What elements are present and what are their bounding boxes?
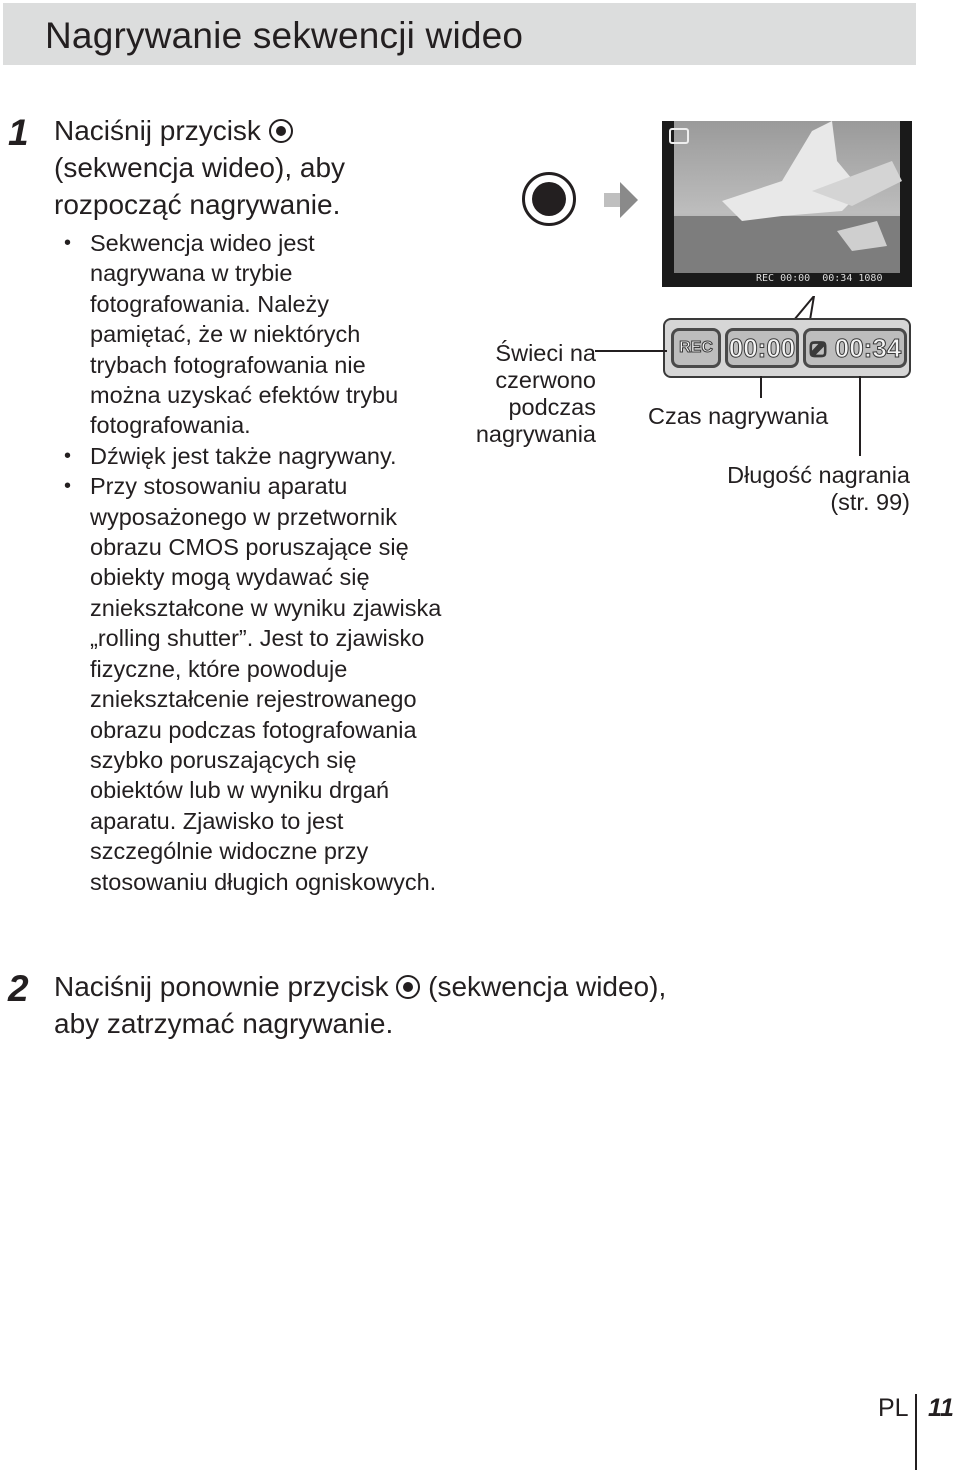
step-1-line-3: rozpocząć nagrywanie.	[54, 189, 341, 220]
language-label: PL	[878, 1394, 909, 1422]
movie-button-icon	[269, 119, 293, 143]
step-2-number: 2	[8, 968, 29, 1009]
bubble-pointer-icon	[790, 296, 820, 320]
note-item: • Przy stosowaniu aparatu wyposażonego w przetwornik obrazu CMOS poruszające się obiekty mogą wydawać się zniekształcone w wyniku zjawiska „rolling shutter”. Jest to zjawisko fizyczne, które powoduje zniekształcenie rejestrowanego obrazu podczas fotografowania szybko poruszających się obiektów lub w wyniku drgań aparatu. Zjawisko to jest szczególnie widoczne przy stosowaniu długich ogniskowych.	[62, 471, 446, 897]
footer-divider	[915, 1394, 917, 1470]
note-item: • Dźwięk jest także nagrywany.	[62, 441, 430, 471]
elapsed-time: 00:00	[725, 328, 799, 368]
step-1-number: 1	[8, 112, 29, 153]
preview-osd-text: REC 00:00 00:34 1080	[756, 273, 883, 284]
leader-line	[859, 376, 861, 456]
step-1-text	[54, 112, 474, 223]
title-bar	[3, 3, 916, 65]
step-2-line-1-end: (sekwencja wideo),	[428, 971, 667, 1002]
page-title: Nagrywanie sekwencji wideo	[45, 15, 524, 56]
step-2-text	[54, 968, 814, 1042]
rec-indicator: REC	[671, 328, 721, 368]
leader-line	[760, 376, 762, 398]
step-1-line-2: (sekwencja wideo), aby	[54, 152, 346, 183]
camera-preview-screen	[662, 121, 912, 287]
step-1-notes	[62, 228, 462, 897]
movie-button-icon	[522, 172, 576, 226]
callout-rec-indicator: Świeci na czerwono podczas nagrywania	[475, 340, 596, 447]
arrow-right-icon	[604, 180, 638, 220]
seagull-photo-icon	[662, 121, 912, 287]
page-number: 11	[928, 1394, 954, 1422]
leader-line	[595, 350, 667, 352]
note-item: • Sekwencja wideo jest nagrywana w trybie fotografowania. Należy pamiętać, że w niektórych trybach fotografowania nie można uzyskać efektów trybu fotografowania.	[62, 228, 430, 441]
callout-recording-time: Czas nagrywania	[648, 403, 829, 429]
movie-button-icon	[396, 975, 420, 999]
movie-icon: ⎚	[810, 339, 826, 361]
osd-enlargement	[663, 318, 911, 378]
step-1-line-1: Naciśnij przycisk	[54, 115, 261, 146]
step-2-line-2: aby zatrzymać nagrywanie.	[54, 1008, 394, 1039]
step-2-line-1: Naciśnij ponownie przycisk	[54, 971, 389, 1002]
remaining-time: ⎚ 00:34	[803, 328, 907, 368]
callout-recording-length: Długość nagrania (str. 99)	[727, 462, 910, 515]
